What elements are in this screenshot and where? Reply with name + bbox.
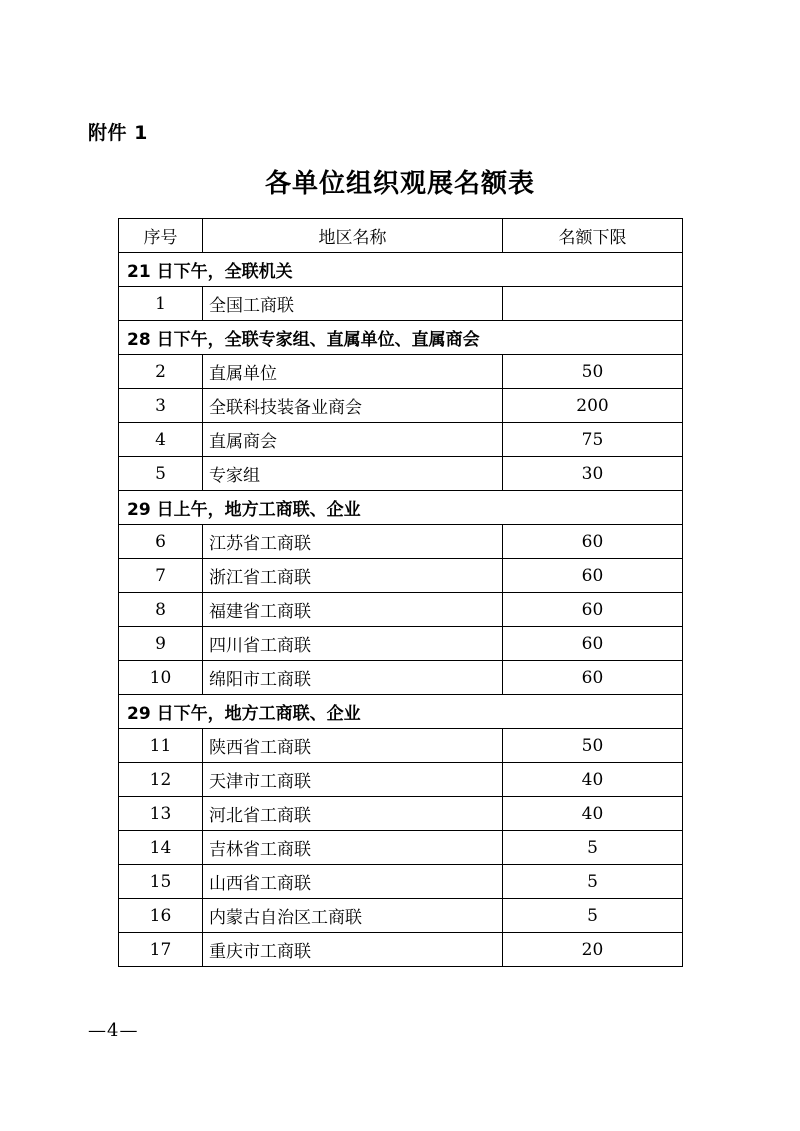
cell-quota: 200 xyxy=(503,389,683,423)
cell-quota: 5 xyxy=(503,865,683,899)
table-row xyxy=(119,389,683,423)
cell-region-name: 天津市工商联 xyxy=(203,763,503,797)
cell-quota: 5 xyxy=(503,899,683,933)
table-row xyxy=(119,763,683,797)
cell-quota: 60 xyxy=(503,661,683,695)
table-row xyxy=(119,559,683,593)
cell-index: 5 xyxy=(119,457,203,491)
cell-region-name: 陕西省工商联 xyxy=(203,729,503,763)
table-section-row xyxy=(119,695,683,729)
cell-region-name: 专家组 xyxy=(203,457,503,491)
cell-quota: 40 xyxy=(503,797,683,831)
section-label: 29 日上午，地方工商联、企业 xyxy=(119,491,683,525)
cell-index: 6 xyxy=(119,525,203,559)
quota-table xyxy=(118,218,683,967)
table-row xyxy=(119,457,683,491)
cell-index: 15 xyxy=(119,865,203,899)
table-row xyxy=(119,729,683,763)
cell-quota: 60 xyxy=(503,559,683,593)
cell-quota: 50 xyxy=(503,729,683,763)
cell-region-name: 河北省工商联 xyxy=(203,797,503,831)
attachment-label: 附件 1 xyxy=(88,122,148,144)
table-row xyxy=(119,423,683,457)
section-label: 28 日下午，全联专家组、直属单位、直属商会 xyxy=(119,321,683,355)
table-section-row xyxy=(119,491,683,525)
cell-index: 8 xyxy=(119,593,203,627)
table-section-row xyxy=(119,253,683,287)
cell-index: 12 xyxy=(119,763,203,797)
cell-index: 16 xyxy=(119,899,203,933)
table-row xyxy=(119,355,683,389)
cell-quota: 40 xyxy=(503,763,683,797)
cell-region-name: 直属商会 xyxy=(203,423,503,457)
table-row xyxy=(119,899,683,933)
quota-table-body xyxy=(119,253,683,967)
table-row xyxy=(119,593,683,627)
column-header-index: 序号 xyxy=(119,219,203,253)
cell-quota: 60 xyxy=(503,593,683,627)
cell-region-name: 绵阳市工商联 xyxy=(203,661,503,695)
table-header-row xyxy=(119,219,683,253)
cell-index: 13 xyxy=(119,797,203,831)
section-label: 29 日下午，地方工商联、企业 xyxy=(119,695,683,729)
page-number: —4— xyxy=(88,1020,139,1041)
section-label: 21 日下午，全联机关 xyxy=(119,253,683,287)
table-section-row xyxy=(119,321,683,355)
cell-region-name: 浙江省工商联 xyxy=(203,559,503,593)
cell-index: 7 xyxy=(119,559,203,593)
cell-quota: 75 xyxy=(503,423,683,457)
table-row xyxy=(119,661,683,695)
cell-region-name: 福建省工商联 xyxy=(203,593,503,627)
table-row xyxy=(119,627,683,661)
table-row xyxy=(119,933,683,967)
cell-region-name: 四川省工商联 xyxy=(203,627,503,661)
cell-index: 11 xyxy=(119,729,203,763)
cell-index: 3 xyxy=(119,389,203,423)
cell-quota: 30 xyxy=(503,457,683,491)
cell-quota: 20 xyxy=(503,933,683,967)
column-header-quota: 名额下限 xyxy=(503,219,683,253)
cell-region-name: 全国工商联 xyxy=(203,287,503,321)
table-row xyxy=(119,865,683,899)
column-header-region: 地区名称 xyxy=(203,219,503,253)
cell-quota xyxy=(503,287,683,321)
cell-index: 4 xyxy=(119,423,203,457)
table-row xyxy=(119,287,683,321)
cell-region-name: 江苏省工商联 xyxy=(203,525,503,559)
cell-region-name: 吉林省工商联 xyxy=(203,831,503,865)
cell-region-name: 全联科技装备业商会 xyxy=(203,389,503,423)
cell-region-name: 直属单位 xyxy=(203,355,503,389)
cell-quota: 5 xyxy=(503,831,683,865)
cell-index: 14 xyxy=(119,831,203,865)
table-row xyxy=(119,525,683,559)
cell-region-name: 内蒙古自治区工商联 xyxy=(203,899,503,933)
cell-quota: 60 xyxy=(503,525,683,559)
page-title: 各单位组织观展名额表 xyxy=(264,169,535,199)
cell-quota: 50 xyxy=(503,355,683,389)
cell-index: 9 xyxy=(119,627,203,661)
cell-index: 10 xyxy=(119,661,203,695)
cell-index: 1 xyxy=(119,287,203,321)
cell-index: 2 xyxy=(119,355,203,389)
table-row xyxy=(119,797,683,831)
cell-region-name: 山西省工商联 xyxy=(203,865,503,899)
table-row xyxy=(119,831,683,865)
quota-table-wrapper xyxy=(118,218,682,967)
cell-quota: 60 xyxy=(503,627,683,661)
cell-index: 17 xyxy=(119,933,203,967)
cell-region-name: 重庆市工商联 xyxy=(203,933,503,967)
